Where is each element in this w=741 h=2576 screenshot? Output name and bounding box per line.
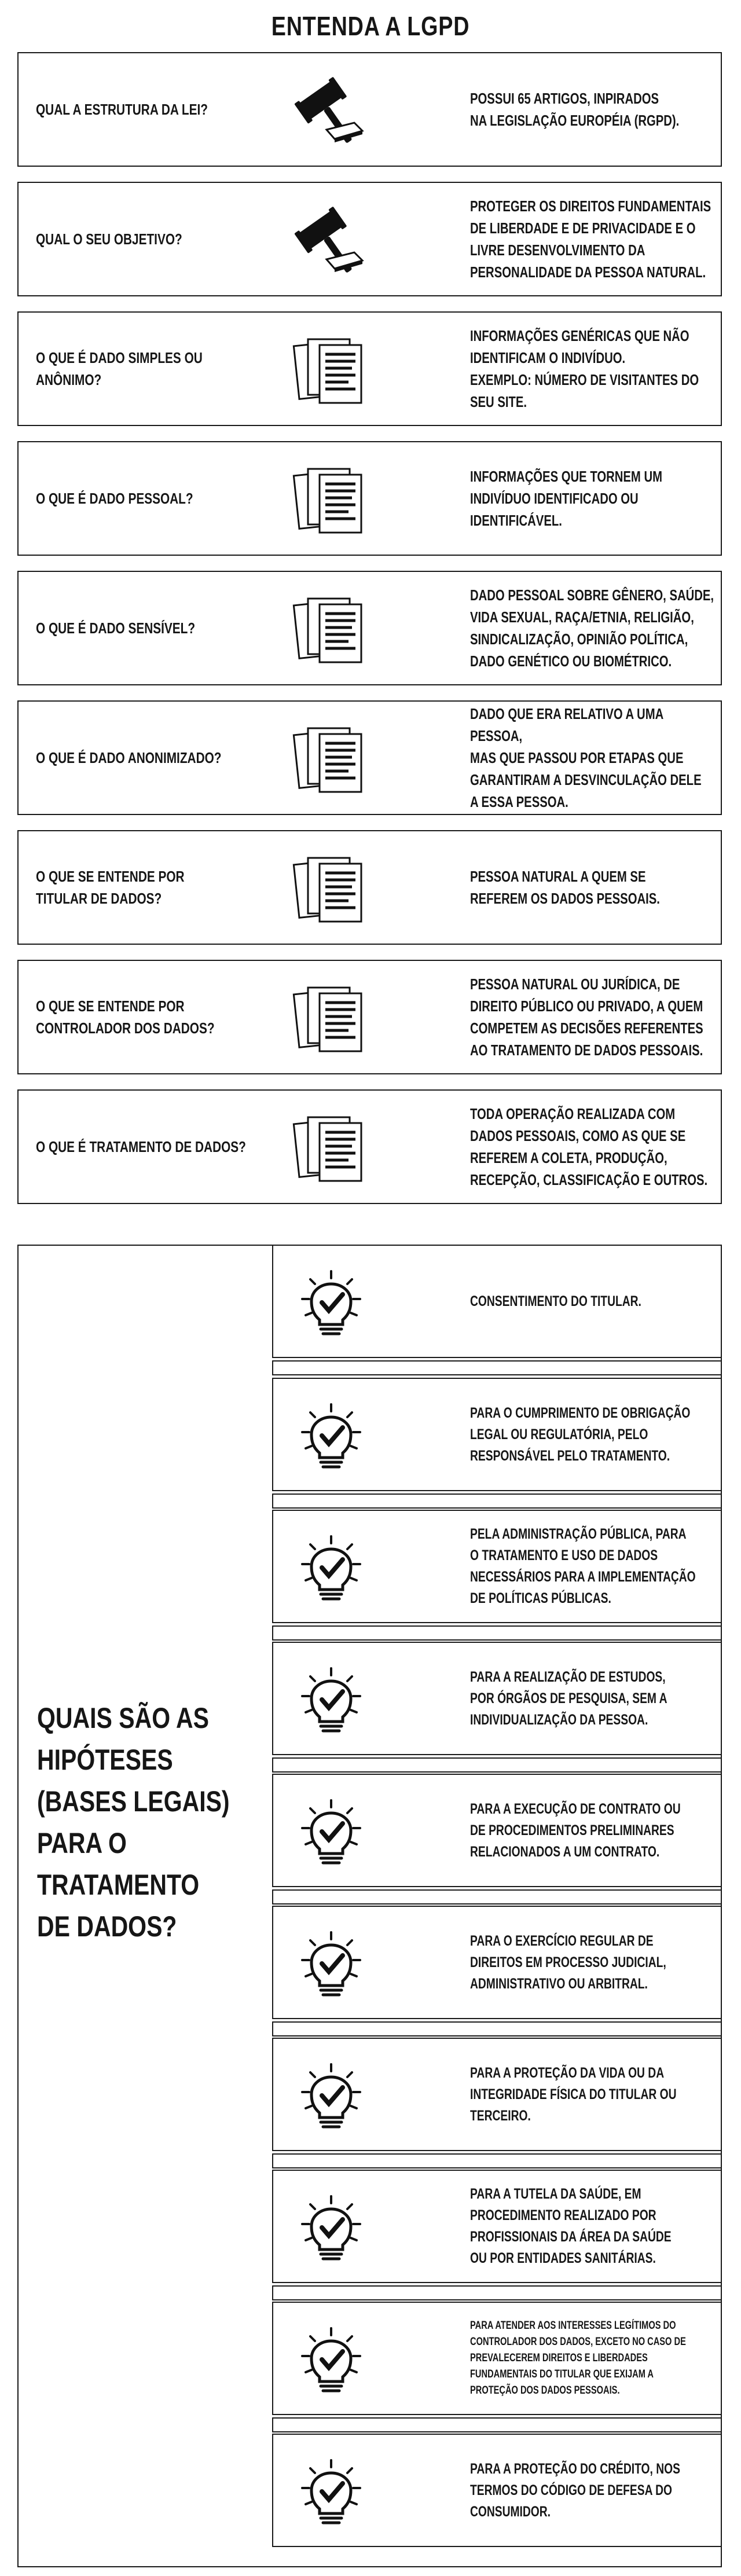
separator-bar xyxy=(272,2021,722,2036)
lightbulb-check-icon xyxy=(296,2457,366,2527)
faq-answer: DADO QUE ERA RELATIVO A UMA PESSOA, MAS QUE PASSOU POR ETAPAS QUE GARANTIRAM A DESVINCULAÇÃO DELE A ESSA PESSOA. xyxy=(470,705,702,810)
lightbulb-check-icon xyxy=(296,1401,366,1472)
faq-row xyxy=(17,700,722,815)
lightbulb-check-icon xyxy=(296,1533,366,1603)
legal-basis-text: CONSENTIMENTO DO TITULAR. xyxy=(470,1293,641,1309)
faq-question: O QUE SE ENTENDE POR TITULAR DE DADOS? xyxy=(36,868,185,907)
documents-icon xyxy=(291,725,366,794)
faq-question: O QUE SE ENTENDE POR CONTROLADOR DOS DADOS? xyxy=(36,997,215,1037)
faq-row xyxy=(17,52,722,167)
legal-basis-item xyxy=(272,1378,722,1491)
lightbulb-check-icon xyxy=(296,2061,366,2131)
faq-row xyxy=(17,311,722,426)
separator-bar xyxy=(272,1757,722,1773)
legal-basis-item xyxy=(272,1906,722,2019)
faq-answer: INFORMAÇÕES QUE TORNEM UM INDIVÍDUO IDENTIFICADO OU IDENTIFICÁVEL. xyxy=(470,468,662,529)
faq-question: QUAL A ESTRUTURA DA LEI? xyxy=(36,101,208,118)
legal-basis-item xyxy=(272,2302,722,2415)
separator-bar xyxy=(272,2285,722,2300)
legal-basis-text: PARA A PROTEÇÃO DO CRÉDITO, NOS TERMOS DO CÓDIGO DE DEFESA DO CONSUMIDOR. xyxy=(470,2460,680,2520)
faq-answer: PESSOA NATURAL OU JURÍDICA, DE DIREITO PÚBLICO OU PRIVADO, A QUEM COMPETEM AS DECISÕES REFERENTES AO TRATAMENTO DE DADOS PESSOAIS. xyxy=(470,975,703,1059)
lightbulb-check-icon xyxy=(296,2325,366,2395)
separator-bar xyxy=(272,2153,722,2168)
legal-basis-text: PARA A PROTEÇÃO DA VIDA OU DA INTEGRIDADE FÍSICA DO TITULAR OU TERCEIRO. xyxy=(470,2064,677,2124)
lightbulb-check-icon xyxy=(296,1268,366,1338)
separator-bar xyxy=(272,1625,722,1641)
faq-question: O QUE É DADO SIMPLES OU ANÔNIMO? xyxy=(36,349,203,388)
faq-question: O QUE É DADO SENSÍVEL? xyxy=(36,619,196,637)
lightbulb-check-icon xyxy=(296,1929,366,1999)
lightbulb-check-icon xyxy=(296,1797,366,1867)
faq-row xyxy=(17,182,722,296)
legal-basis-item xyxy=(272,1642,722,1755)
legal-basis-text: PARA A EXECUÇÃO DE CONTRATO OU DE PROCEDIMENTOS PRELIMINARES RELACIONADOS A UM CONTRATO. xyxy=(470,1800,681,1860)
legal-bases-question: QUAIS SÃO AS HIPÓTESES (BASES LEGAIS) PARA O TRATAMENTO DE DADOS? xyxy=(37,1702,230,1943)
separator-bar xyxy=(272,1360,722,1375)
faq-row xyxy=(17,1089,722,1204)
documents-icon xyxy=(291,336,366,405)
lightbulb-check-icon xyxy=(296,2193,366,2263)
documents-icon xyxy=(291,1114,366,1183)
faq-row xyxy=(17,830,722,945)
faq-answer: TODA OPERAÇÃO REALIZADA COM DADOS PESSOAIS, COMO AS QUE SE REFEREM A COLETA, PRODUÇÃO, RECEPÇÃO, CLASSIFICAÇÃO E OUTROS. xyxy=(470,1105,708,1188)
legal-basis-item xyxy=(272,1510,722,1623)
faq-question: O QUE É TRATAMENTO DE DADOS? xyxy=(36,1138,246,1155)
documents-icon xyxy=(291,984,366,1054)
legal-basis-text: PARA A REALIZAÇÃO DE ESTUDOS, POR ÓRGÃOS DE PESQUISA, SEM A INDIVIDUALIZAÇÃO DA PESSOA. xyxy=(470,1668,667,1728)
faq-row xyxy=(17,571,722,685)
faq-row xyxy=(17,960,722,1074)
faq-question: QUAL O SEU OBJETIVO? xyxy=(36,230,182,248)
legal-basis-item xyxy=(272,2434,722,2547)
faq-answer: PESSOA NATURAL A QUEM SE REFEREM OS DADOS PESSOAIS. xyxy=(470,868,660,907)
page-title: ENTENDA A LGPD xyxy=(271,11,470,41)
separator-bar xyxy=(272,2417,722,2432)
faq-answer: POSSUI 65 ARTIGOS, INPIRADOS NA LEGISLAÇÃO EUROPÉIA (RGPD). xyxy=(470,90,680,129)
documents-icon xyxy=(291,854,366,924)
faq-answer: DADO PESSOAL SOBRE GÊNERO, SAÚDE, VIDA SEXUAL, RAÇA/ETNIA, RELIGIÃO, SINDICALIZAÇÃO, OPINIÃO POLÍTICA, DADO GENÉTICO OU BIOMÉTRICO. xyxy=(470,586,714,670)
faq-question: O QUE É DADO ANONIMIZADO? xyxy=(36,749,222,766)
legal-basis-item xyxy=(272,2038,722,2151)
separator-bar xyxy=(272,1889,722,1905)
gavel-icon xyxy=(291,76,366,146)
lightbulb-check-icon xyxy=(296,1665,366,1735)
faq-answer: PROTEGER OS DIREITOS FUNDAMENTAIS DE LIBERDADE E DE PRIVACIDADE E O LIVRE DESENVOLVIMENTO DA PERSONALIDADE DA PESSOA NATURAL. xyxy=(470,197,711,281)
legal-basis-text: PARA ATENDER AOS INTERESSES LEGÍTIMOS DO CONTROLADOR DOS DADOS, EXCETO NO CASO DE PREVALECEREM DIREITOS E LIBERDADES FUNDAMENTAIS DO TITULAR QUE EXIJAM A PROTEÇÃO DOS DADOS PESSOAIS. xyxy=(470,2320,686,2397)
documents-icon xyxy=(291,465,366,535)
legal-basis-item xyxy=(272,2170,722,2283)
documents-icon xyxy=(291,595,366,665)
gavel-icon xyxy=(291,206,366,276)
legal-basis-text: PARA O CUMPRIMENTO DE OBRIGAÇÃO LEGAL OU REGULATÓRIA, PELO RESPONSÁVEL PELO TRATAMENTO. xyxy=(470,1404,691,1464)
legal-basis-text: PARA O EXERCÍCIO REGULAR DE DIREITOS EM PROCESSO JUDICIAL, ADMINISTRATIVO OU ARBITRAL. xyxy=(470,1932,666,1992)
faq-question: O QUE É DADO PESSOAL? xyxy=(36,490,193,507)
legal-basis-item xyxy=(272,1774,722,1887)
faq-answer: INFORMAÇÕES GENÉRICAS QUE NÃO IDENTIFICAM O INDIVÍDUO. EXEMPLO: NÚMERO DE VISITANTES DO SEU SITE. xyxy=(470,327,699,410)
legal-basis-item xyxy=(272,1245,722,1358)
legal-basis-text: PELA ADMINISTRAÇÃO PÚBLICA, PARA O TRATAMENTO E USO DE DADOS NECESSÁRIOS PARA A IMPLEMENTAÇÃO DE POLÍTICAS PÚBLICAS. xyxy=(470,1526,696,1606)
separator-bar xyxy=(272,1494,722,1509)
faq-row xyxy=(17,441,722,556)
legal-basis-text: PARA A TUTELA DA SAÚDE, EM PROCEDIMENTO REALIZADO POR PROFISSIONAIS DA ÁREA DA SAÚDE OU POR ENTIDADES SANITÁRIAS. xyxy=(470,2186,672,2266)
